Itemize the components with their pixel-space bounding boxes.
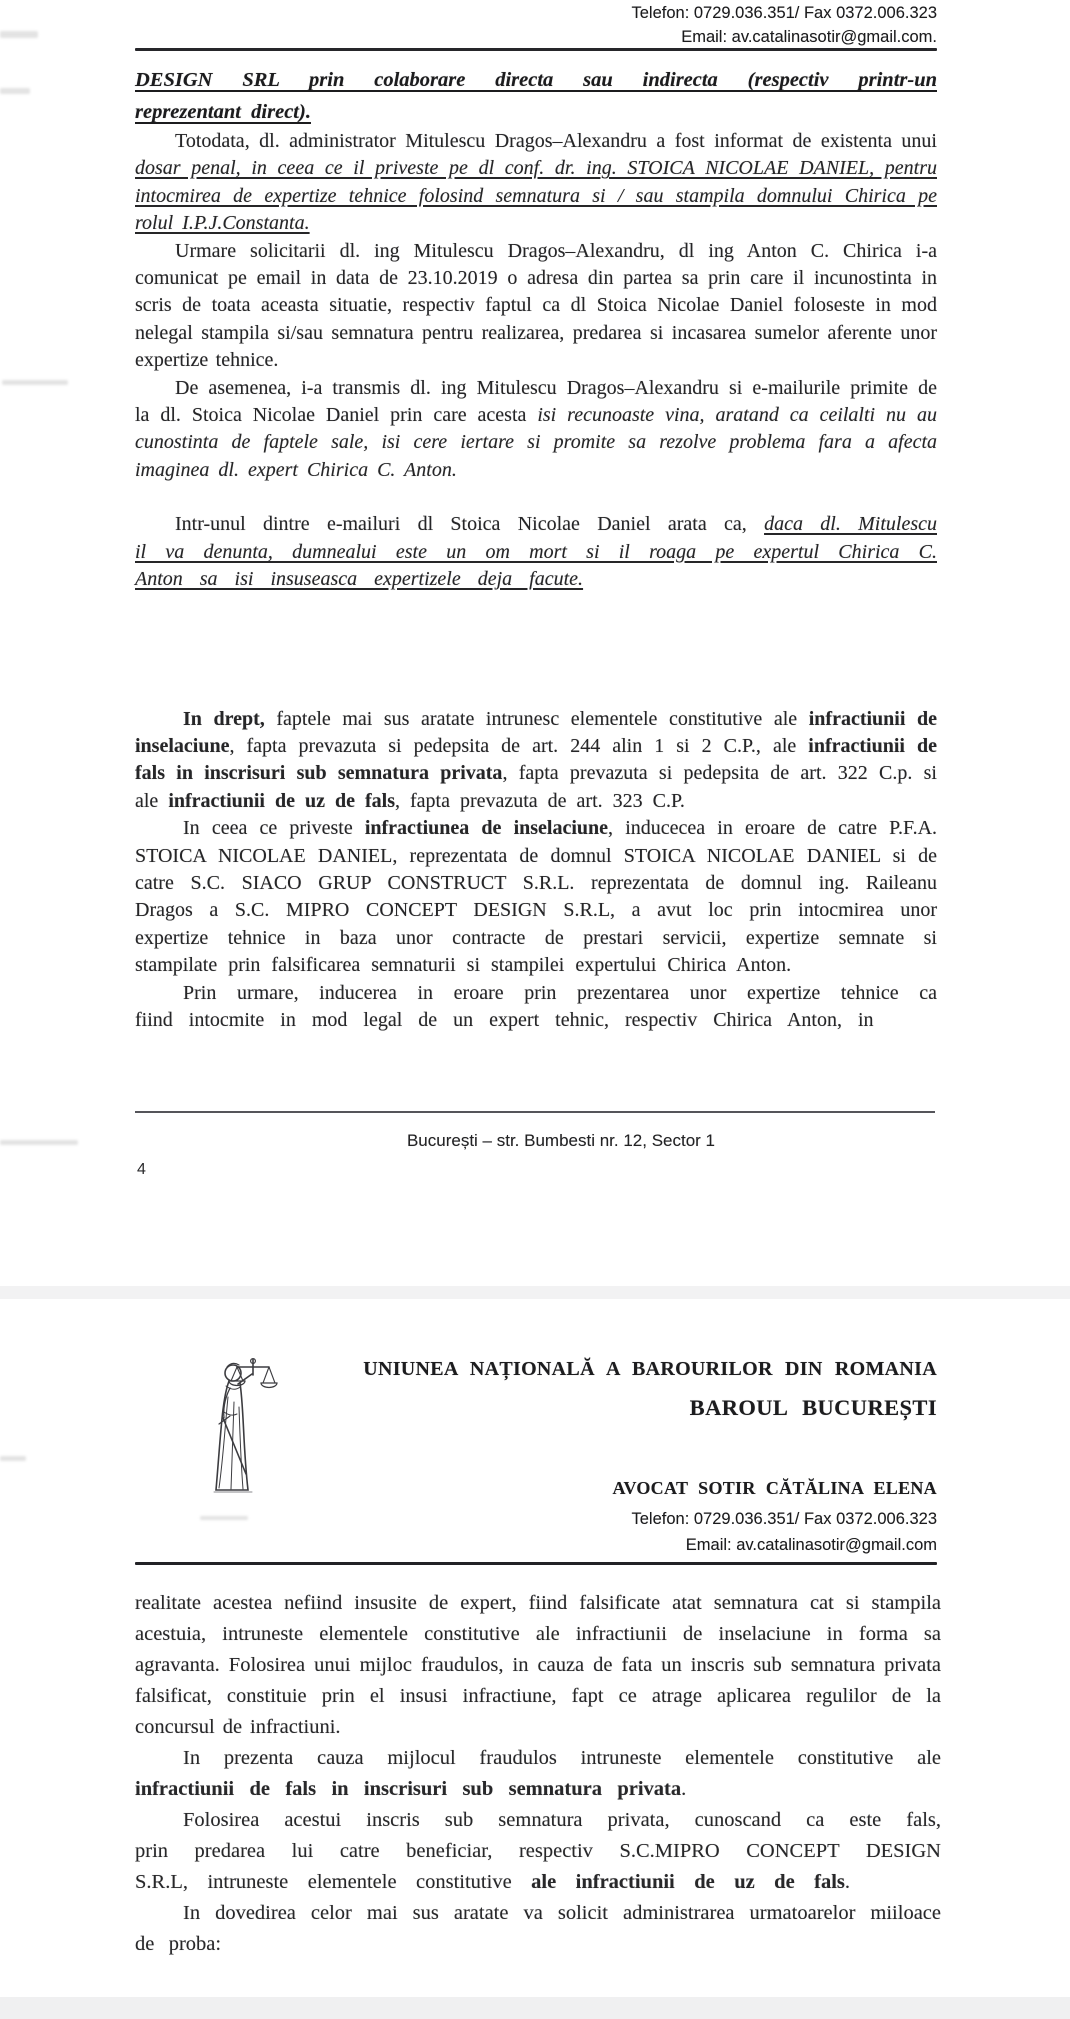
paragraph-intr-unul: Intr-unul dintre e-mailuri dl Stoica Nicolae Daniel arata ca, daca dl. Mitulescu il va denunta, dumnealui este un om mort si il roaga pe expertul Chirica C. Anton sa isi insuseasca expertizele deja facute. xyxy=(135,513,937,591)
contact-email: Email: av.catalinasotir@gmail.com. xyxy=(681,28,937,46)
org-name: UNIUNEA NAȚIONALĂ A BAROURILOR DIN ROMANIA xyxy=(363,1358,937,1380)
scan-artifact xyxy=(0,1140,78,1145)
letterhead xyxy=(135,1356,937,1557)
scan-artifact xyxy=(0,88,30,94)
paragraph-in-prezenta: In prezenta cauza mijlocul fraudulos intruneste elementele constitutive ale infractiunii de fals in inscrisuri sub semnatura privata. xyxy=(135,1747,941,1800)
contact-block xyxy=(135,1,937,49)
paragraph-urmare: Urmare solicitarii dl. ing Mitulescu Dragos–Alexandru, dl ing Anton C. Chirica i-a comunicat pe email in data de 23.10.2019 o adresa din partea sa prin care il incunostinta in scris de toata aceasta situatie, respectiv faptul ca dl Stoica Nicolae Daniel foloseste in mod nelegal stampila si/sau semnatura pentru realizarea, predarea si incasarea sumelor aferente unor expertize tehnice. xyxy=(135,239,937,372)
page-break xyxy=(0,1997,1070,2019)
bar-name: BAROUL BUCUREȘTI xyxy=(689,1395,937,1420)
scan-artifact xyxy=(0,31,38,38)
document-heading xyxy=(135,64,937,128)
contact-email: Email: av.catalinasotir@gmail.com xyxy=(685,1536,937,1554)
paragraph-realitate: realitate acestea nefiind insusite de expert, fiind falsificate atat semnatura cat si stampila acestuia, intruneste elementele constitutive ale infractiunii de inselaciune in forma sa agravanta. Folosirea unui mijloc fraudulos, in cauza de fata un inscris sub semnatura privata falsificat, constituie prin el insusi infractiune, fapt ce atrage aplicarea regulilor de la concursul de infractiuni. xyxy=(135,1592,941,1738)
contact-phone: Telefon: 0729.036.351/ Fax 0372.006.323 xyxy=(631,4,937,22)
scan-artifact xyxy=(2,380,68,385)
paragraph-in-drept: In drept, faptele mai sus aratate intrunesc elementele constitutive ale infractiunii de inselaciune, fapta prevazuta si pedepsita de art. 244 alin 1 si 2 C.P., ale infractiunii de fals in inscrisuri sub semnatura privata, fapta prevazuta si pedepsita de art. 322 C.p. si ale infractiunii de uz de fals, fapta prevazuta de art. 323 C.P. xyxy=(135,707,937,812)
page-1-body xyxy=(135,64,937,1034)
paragraph-de-asemenea: De asemenea, i-a transmis dl. ing Mitulescu Dragos–Alexandru si e-mailurile primite de la dl. Stoica Nicolae Daniel prin care acesta isi recunoaste vina, aratand ca ceilalti nu au cunostinta de faptele sale, isi cere iertare si promite sa rezolve problema fara a afecta imaginea dl. expert Chirica C. Anton. xyxy=(135,376,937,481)
heading-line-2: reprezentant direct). xyxy=(135,101,311,123)
header-divider xyxy=(135,48,937,51)
header-divider xyxy=(135,1562,937,1565)
paragraph-totodata: Totodata, dl. administrator Mitulescu Dragos–Alexandru a fost informat de existenta unui dosar penal, in ceea ce il priveste pe dl conf. dr. ing. STOICA NICOLAE DANIEL, pentru intocmirea de expertize tehnice folosind semnatura si / sau stampila domnului Chirica pe rolul I.P.J.Constanta. xyxy=(135,130,937,235)
scan-artifact xyxy=(0,1456,26,1461)
footer-divider xyxy=(135,1111,935,1113)
paragraph-in-ceea-ce-priveste: In ceea ce priveste infractiunea de inselaciune, inducecea in eroare de catre P.F.A. STOICA NICOLAE DANIEL, reprezentata de domnul STOICA NICOLAE DANIEL si de catre S.C. SIACO GRUP CONSTRUCT S.R.L. reprezentata de domnul ing. Raileanu Dragos a S.C. MIPRO CONCEPT DESIGN S.R.L, a avut loc prin intocmirea unor expertize tehnice in baza unor contracte de prestari servicii, expertize semnate si stampilate prin falsificarea semnaturii si stampilei expertului Chirica Anton. xyxy=(135,817,938,977)
paragraph-folosirea: Folosirea acestui inscris sub semnatura privata, cunoscand ca este fals, prin predarea lui catre beneficiar, respectiv S.C.MIPRO CONCEPT DESIGN S.R.L, intruneste elementele constitutive ale infractiunii de uz de fals. xyxy=(135,1809,941,1893)
page-number: 4 xyxy=(137,1161,146,1178)
heading-line-1: DESIGN SRL prin colaborare directa sau indirecta (respectiv printr-un xyxy=(135,69,937,91)
footer-address: București – str. Bumbesti nr. 12, Sector 1 xyxy=(406,1131,716,1150)
scan-artifact xyxy=(200,1516,248,1520)
lawyer-name: AVOCAT SOTIR CĂTĂLINA ELENA xyxy=(612,1478,937,1498)
paragraph-in-dovedirea: In dovedirea celor mai sus aratate va solicit administrarea urmatoarelor miiloace de proba: xyxy=(135,1902,941,1955)
page-break xyxy=(0,1286,1070,1299)
contact-phone: Telefon: 0729.036.351/ Fax 0372.006.323 xyxy=(631,1510,937,1528)
page-2-body xyxy=(135,1588,941,1960)
paragraph-prin-urmare: Prin urmare, inducerea in eroare prin prezentarea unor expertize tehnice ca fiind intocmite in mod legal de un expert tehnic, respectiv Chirica Anton, in xyxy=(135,981,937,1031)
